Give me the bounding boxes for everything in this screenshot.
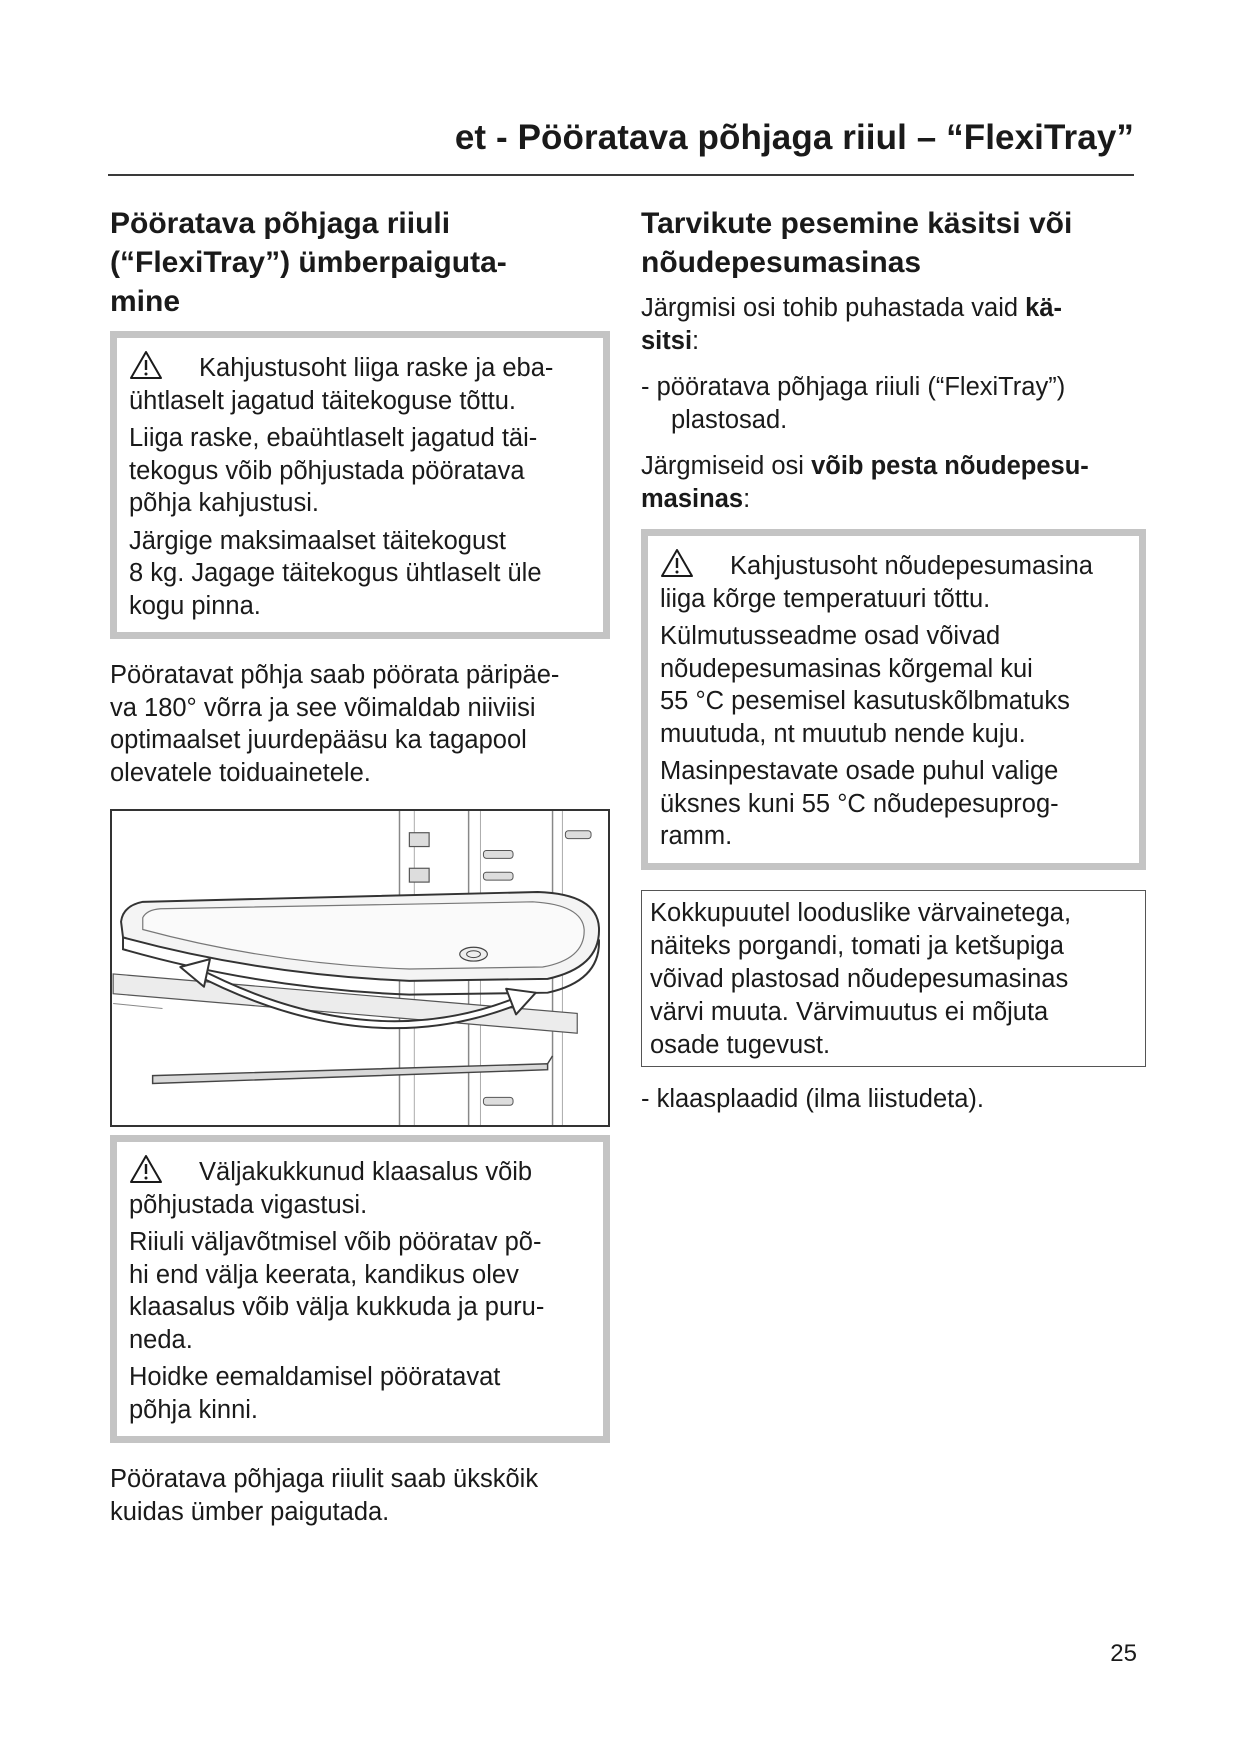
note-text: Kokkupuutel looduslike värvainetega, näiteks porgandi, tomati ja ketšupiga võivad plastosad nõudepesumasinas värvi muuta. Värvimuutus ei mõjuta osade tugevust. (650, 898, 1072, 1059)
right-column (641, 204, 1146, 1129)
warning-text: Masinpestavate osade puhul valige üksnes kuni 55 °C nõudepesuprog- ramm. (660, 757, 1059, 850)
warning-box-overload (110, 331, 610, 639)
heading-line: (“FlexiTray”) ümberpaiguta- (110, 246, 507, 279)
warning-title: Kahjustusoht liiga raske ja eba- ühtlaselt jagatud täitekoguse tõttu. (129, 350, 593, 417)
warning-triangle-icon (129, 1154, 163, 1184)
note-box-discoloration (641, 890, 1146, 1067)
intro-hand-wash: Järgmisi osi tohib puhastada vaid kä- sitsi: (641, 294, 1062, 355)
page-header (108, 118, 1134, 176)
warning-box-glass-fall (110, 1135, 610, 1443)
list-item-glass-plates: - klaasplaadid (ilma liistudeta). (641, 1084, 984, 1113)
warning-triangle-icon (129, 350, 163, 380)
heading-line: nõudepesumasinas (641, 246, 922, 279)
section-heading-flexitray-repositioning (110, 204, 610, 321)
warning-text: Hoidke eemaldamisel pööratavat põhja kinni. (129, 1363, 501, 1424)
paragraph-repositioning: Pööratava põhjaga riiulit saab ükskõik kuidas ümber paigutada. (110, 1465, 539, 1526)
warning-box-dishwasher-temp (641, 529, 1146, 870)
section-heading-cleaning (641, 204, 1146, 282)
warning-title: Kahjustusoht nõudepesumasina liiga kõrge temperatuuri tõttu. (660, 548, 1129, 615)
warning-text: Järgige maksimaalset täitekogust 8 kg. Jagage täitekogus ühtlaselt üle kogu pinna. (129, 526, 542, 620)
heading-line: Tarvikute pesemine käsitsi või (641, 207, 1073, 240)
warning-text: Riiuli väljavõtmisel võib pööratav põ- hi end välja keerata, kandikus olev klaasalus võib välja kukkuda ja puru- neda. (129, 1228, 545, 1354)
page-number: 25 (1110, 1640, 1137, 1667)
warning-triangle-icon (660, 548, 694, 578)
intro-dishwasher: Järgmiseid osi võib pesta nõudepesu- masinas: (641, 452, 1089, 513)
page-title: et - Pööratava põhjaga riiul – “FlexiTray” (454, 118, 1134, 157)
heading-line: Pööratava põhjaga riiuli (110, 207, 451, 240)
heading-line: mine (110, 285, 181, 318)
left-column (110, 204, 610, 1542)
flexitray-illustration (110, 809, 610, 1127)
warning-title: Väljakukkunud klaasalus võib põhjustada vigastusi. (129, 1154, 593, 1221)
paragraph-rotation: Pööratavat põhja saab pöörata päripäe- va 180° võrra ja see võimaldab niiviisi optimaalset juurdepääsu ka tagapool olevatele toiduainetele. (110, 661, 560, 787)
warning-text: Külmutusseadme osad võivad nõudepesumasinas kõrgemal kui 55 °C pesemisel kasutuskõlbmatuks muutuda, nt muutub nende kuju. (660, 622, 1070, 748)
warning-text: Liiga raske, ebaühtlaselt jagatud täi- tekogus võib põhjustada pööratava põhja kahjustusi. (129, 424, 538, 517)
list-item-plastic-parts: - pööratava põhjaga riiuli (“FlexiTray”) plastosad. (641, 373, 1066, 434)
